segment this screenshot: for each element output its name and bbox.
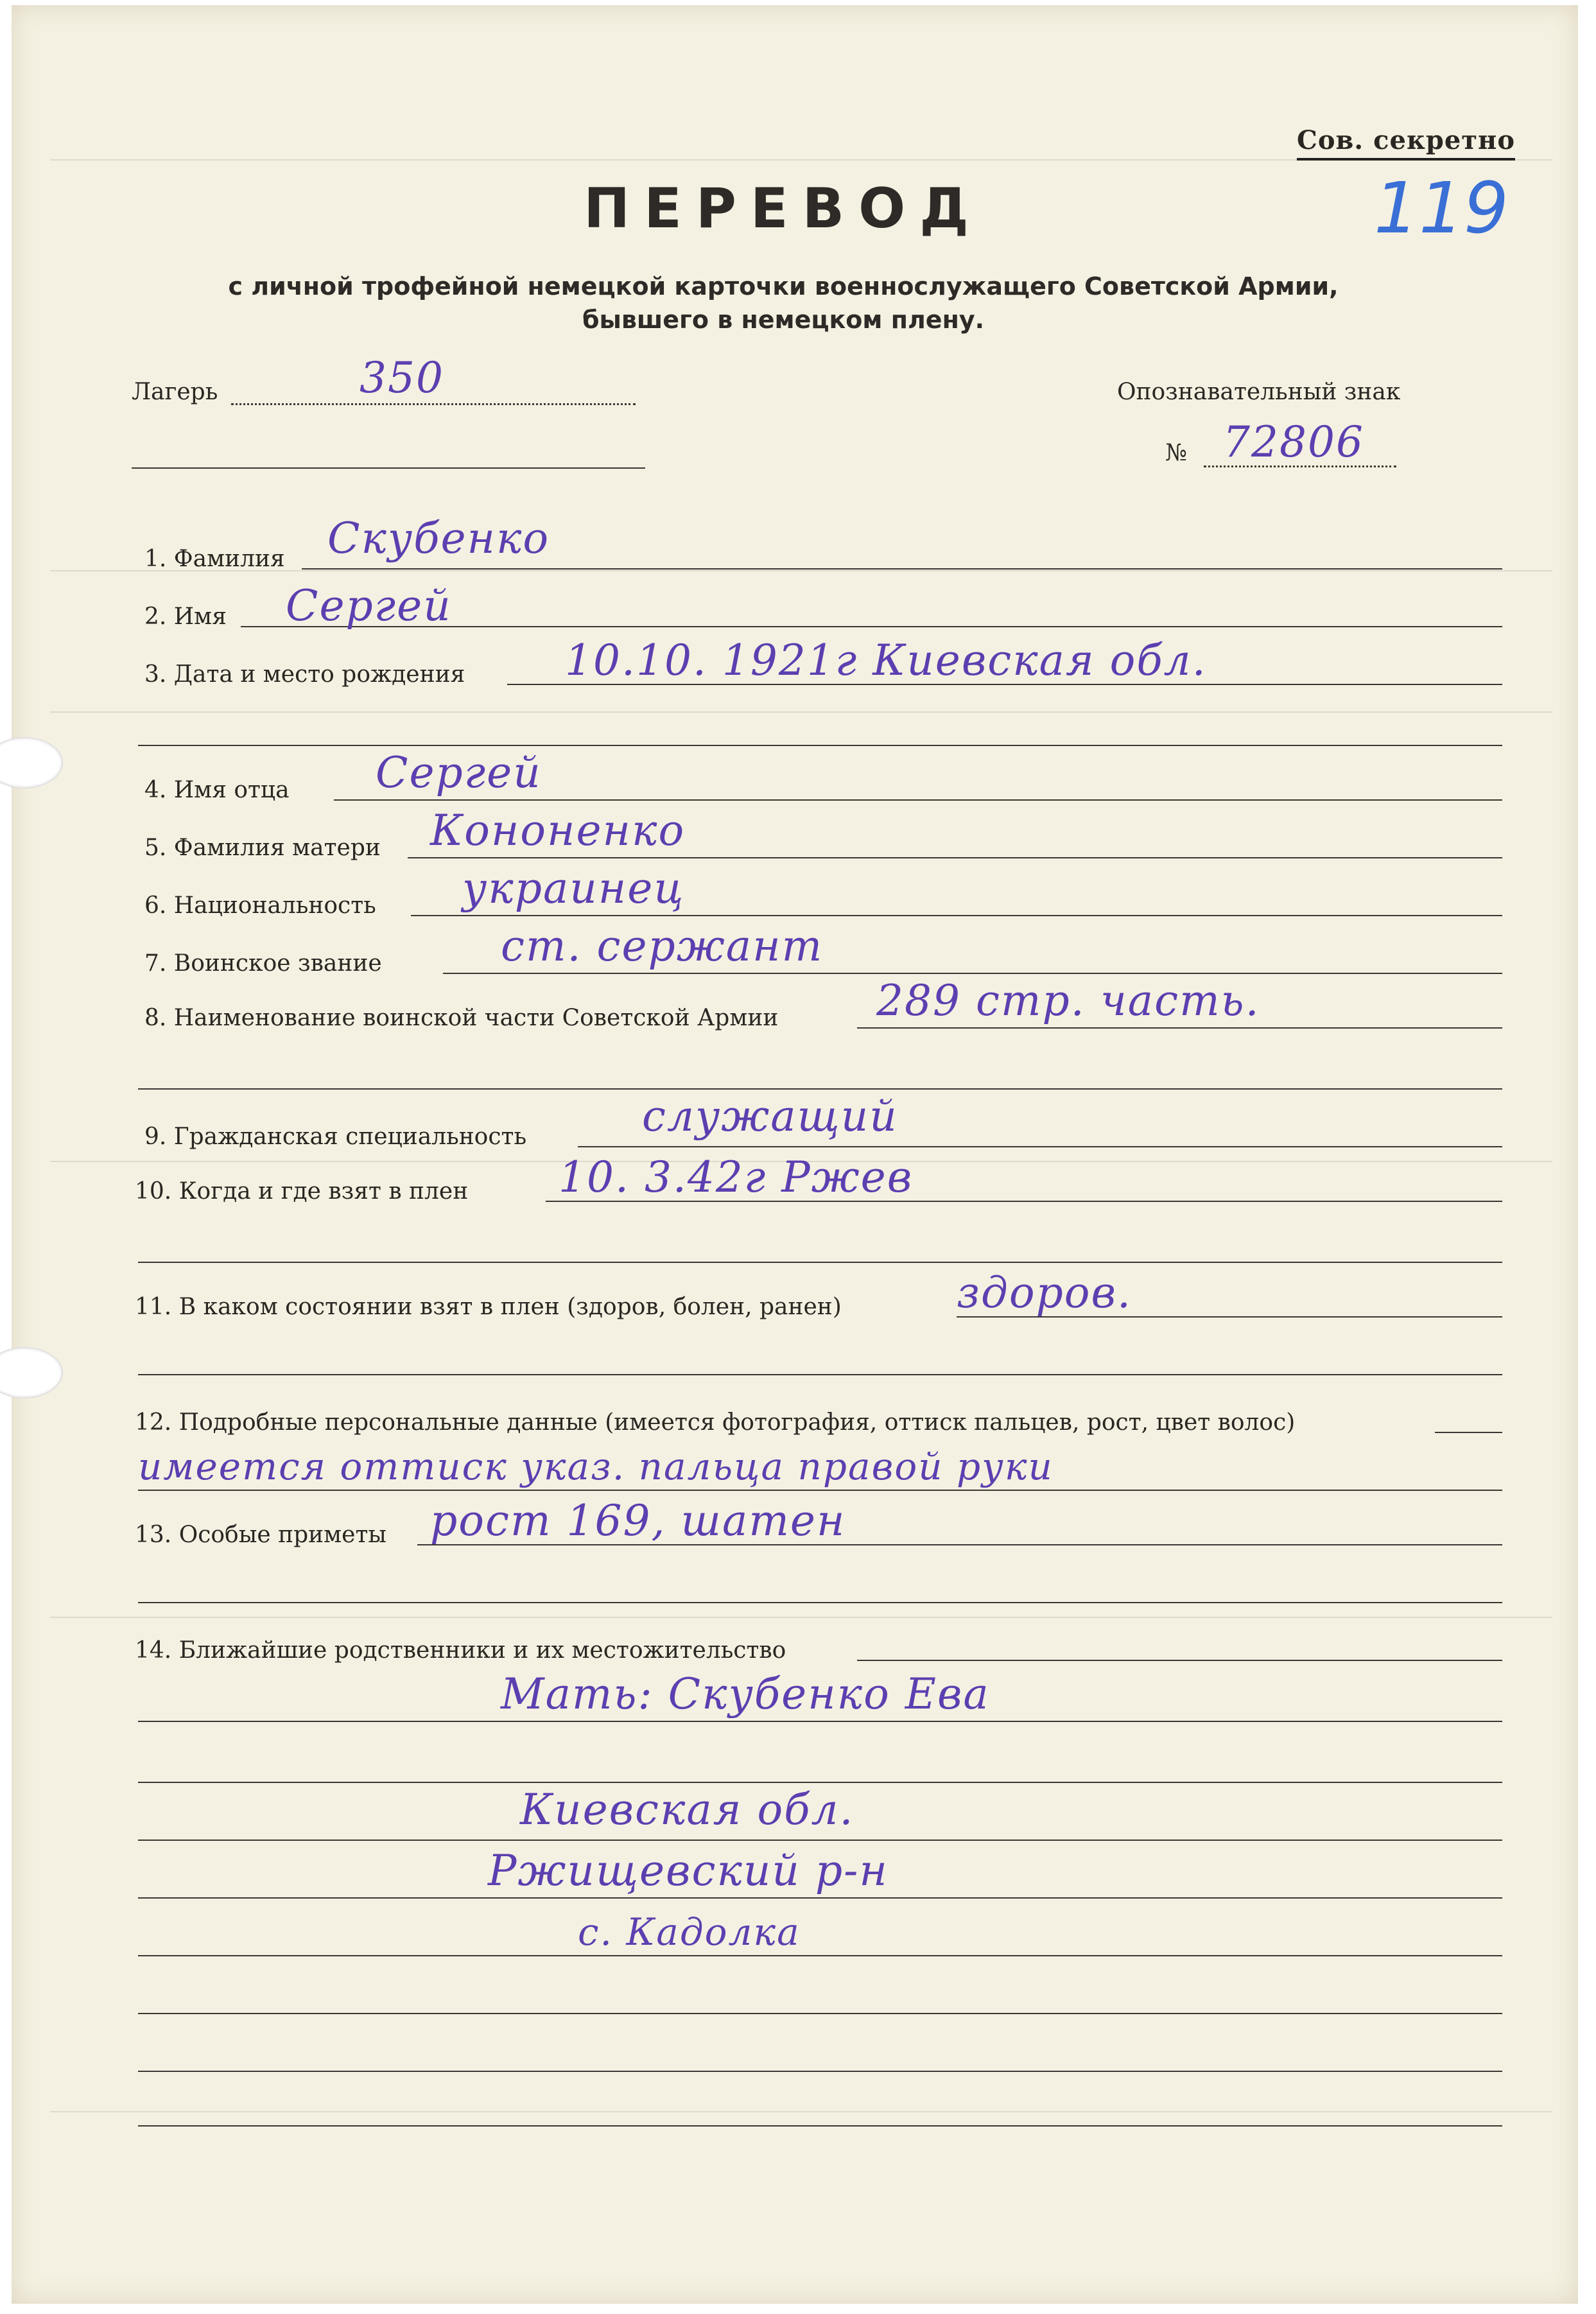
field-12-line-2 [138,1490,1502,1491]
field-9-value: служащий [642,1092,898,1141]
field-11-value: здоров. [957,1268,1132,1318]
id-tag-label: Опознавательный знак [1117,379,1401,405]
field-11-label: 11. В каком состоянии взят в плен (здоров, болен, ранен) [135,1294,842,1320]
field-14-line-8 [138,2071,1502,2072]
field-1-label: 1. Фамилия [144,546,285,572]
camp-line [231,403,636,405]
field-7-label: 7. Воинское звание [144,950,382,977]
field-14-line-2 [138,1721,1502,1722]
field-12-value: имеется оттиск указ. пальца правой руки [138,1445,1054,1488]
field-4-value: Сергей [376,748,542,797]
field-8-line [857,1027,1502,1029]
field-8-line-2 [138,1088,1502,1090]
field-14-line-7 [138,2013,1502,2014]
field-12-line [1435,1432,1502,1433]
page-title: ПЕРЕВОД [584,177,983,241]
field-9-label: 9. Гражданская специальность [144,1124,527,1150]
id-number-value: 72806 [1223,417,1364,467]
field-2-value: Сергей [286,581,452,631]
field-14-line-3 [138,1782,1502,1783]
field-14-line-6 [138,1955,1502,1956]
field-1-line [302,568,1502,570]
camp-value: 350 [360,353,444,403]
field-5-line [408,857,1502,858]
field-6-value: украинец [462,864,685,913]
field-14-label: 14. Ближайшие родственники и их местожительство [135,1637,786,1664]
ink-number: 119 [1374,167,1509,249]
field-9-line [578,1146,1502,1147]
field-14-value-line-1: Мать: Скубенко Ева [501,1669,990,1719]
page-subtitle [0,270,1566,336]
field-14-line [857,1660,1502,1661]
field-8-label: 8. Наименование воинской части Советской Армии [144,1005,779,1031]
field-10-value: 10. 3.42г Ржев [559,1153,914,1202]
field-3-label: 3. Дата и место рождения [144,661,465,688]
punch-hole-top [0,737,63,788]
camp-second-line [132,467,645,469]
field-8-value: 289 стр. часть. [876,976,1260,1025]
field-13-value: рост 169, шатен [430,1496,846,1545]
field-7-value: ст. сержант [501,921,824,971]
field-7-line [443,973,1502,974]
subtitle-line-2: бывшего в немецком плену. [582,306,985,334]
field-5-label: 5. Фамилия матери [144,835,381,861]
field-6-label: 6. Национальность [144,892,376,919]
field-4-line [334,799,1502,801]
field-13-label: 13. Особые приметы [135,1522,387,1548]
subtitle-line-1: с личной трофейной немецкой карточки военнослужащего Советской Армии, [228,272,1339,300]
field-5-value: Кононенко [430,806,686,855]
field-1-value: Скубенко [327,514,550,563]
field-3-value: 10.10. 1921г Киевская обл. [565,636,1207,685]
field-6-line [411,915,1502,916]
field-3-line-2 [138,745,1502,746]
camp-label: Лагерь [132,379,218,405]
field-13-line-2 [138,1602,1502,1603]
field-10-label: 10. Когда и где взят в плен [135,1178,469,1205]
field-14-value-line-3: Ржищевский р-н [488,1846,889,1895]
field-14-line-4 [138,1840,1502,1841]
field-2-label: 2. Имя [144,604,227,630]
field-14-value-line-4: с. Кадолка [578,1910,801,1954]
field-14-line-9 [138,2125,1502,2127]
classification-stamp: Сов. секретно [1297,125,1515,161]
punch-hole-bottom [0,1347,63,1398]
field-14-line-5 [138,1897,1502,1899]
field-10-line-2 [138,1262,1502,1263]
id-number-prefix: № [1165,440,1188,466]
field-11-line-2 [138,1374,1502,1375]
field-12-label: 12. Подробные персональные данные (имеется фотография, оттиск пальцев, рост, цвет волос) [135,1409,1296,1436]
field-14-value-line-2: Киевская обл. [520,1785,854,1834]
field-4-label: 4. Имя отца [144,777,290,803]
